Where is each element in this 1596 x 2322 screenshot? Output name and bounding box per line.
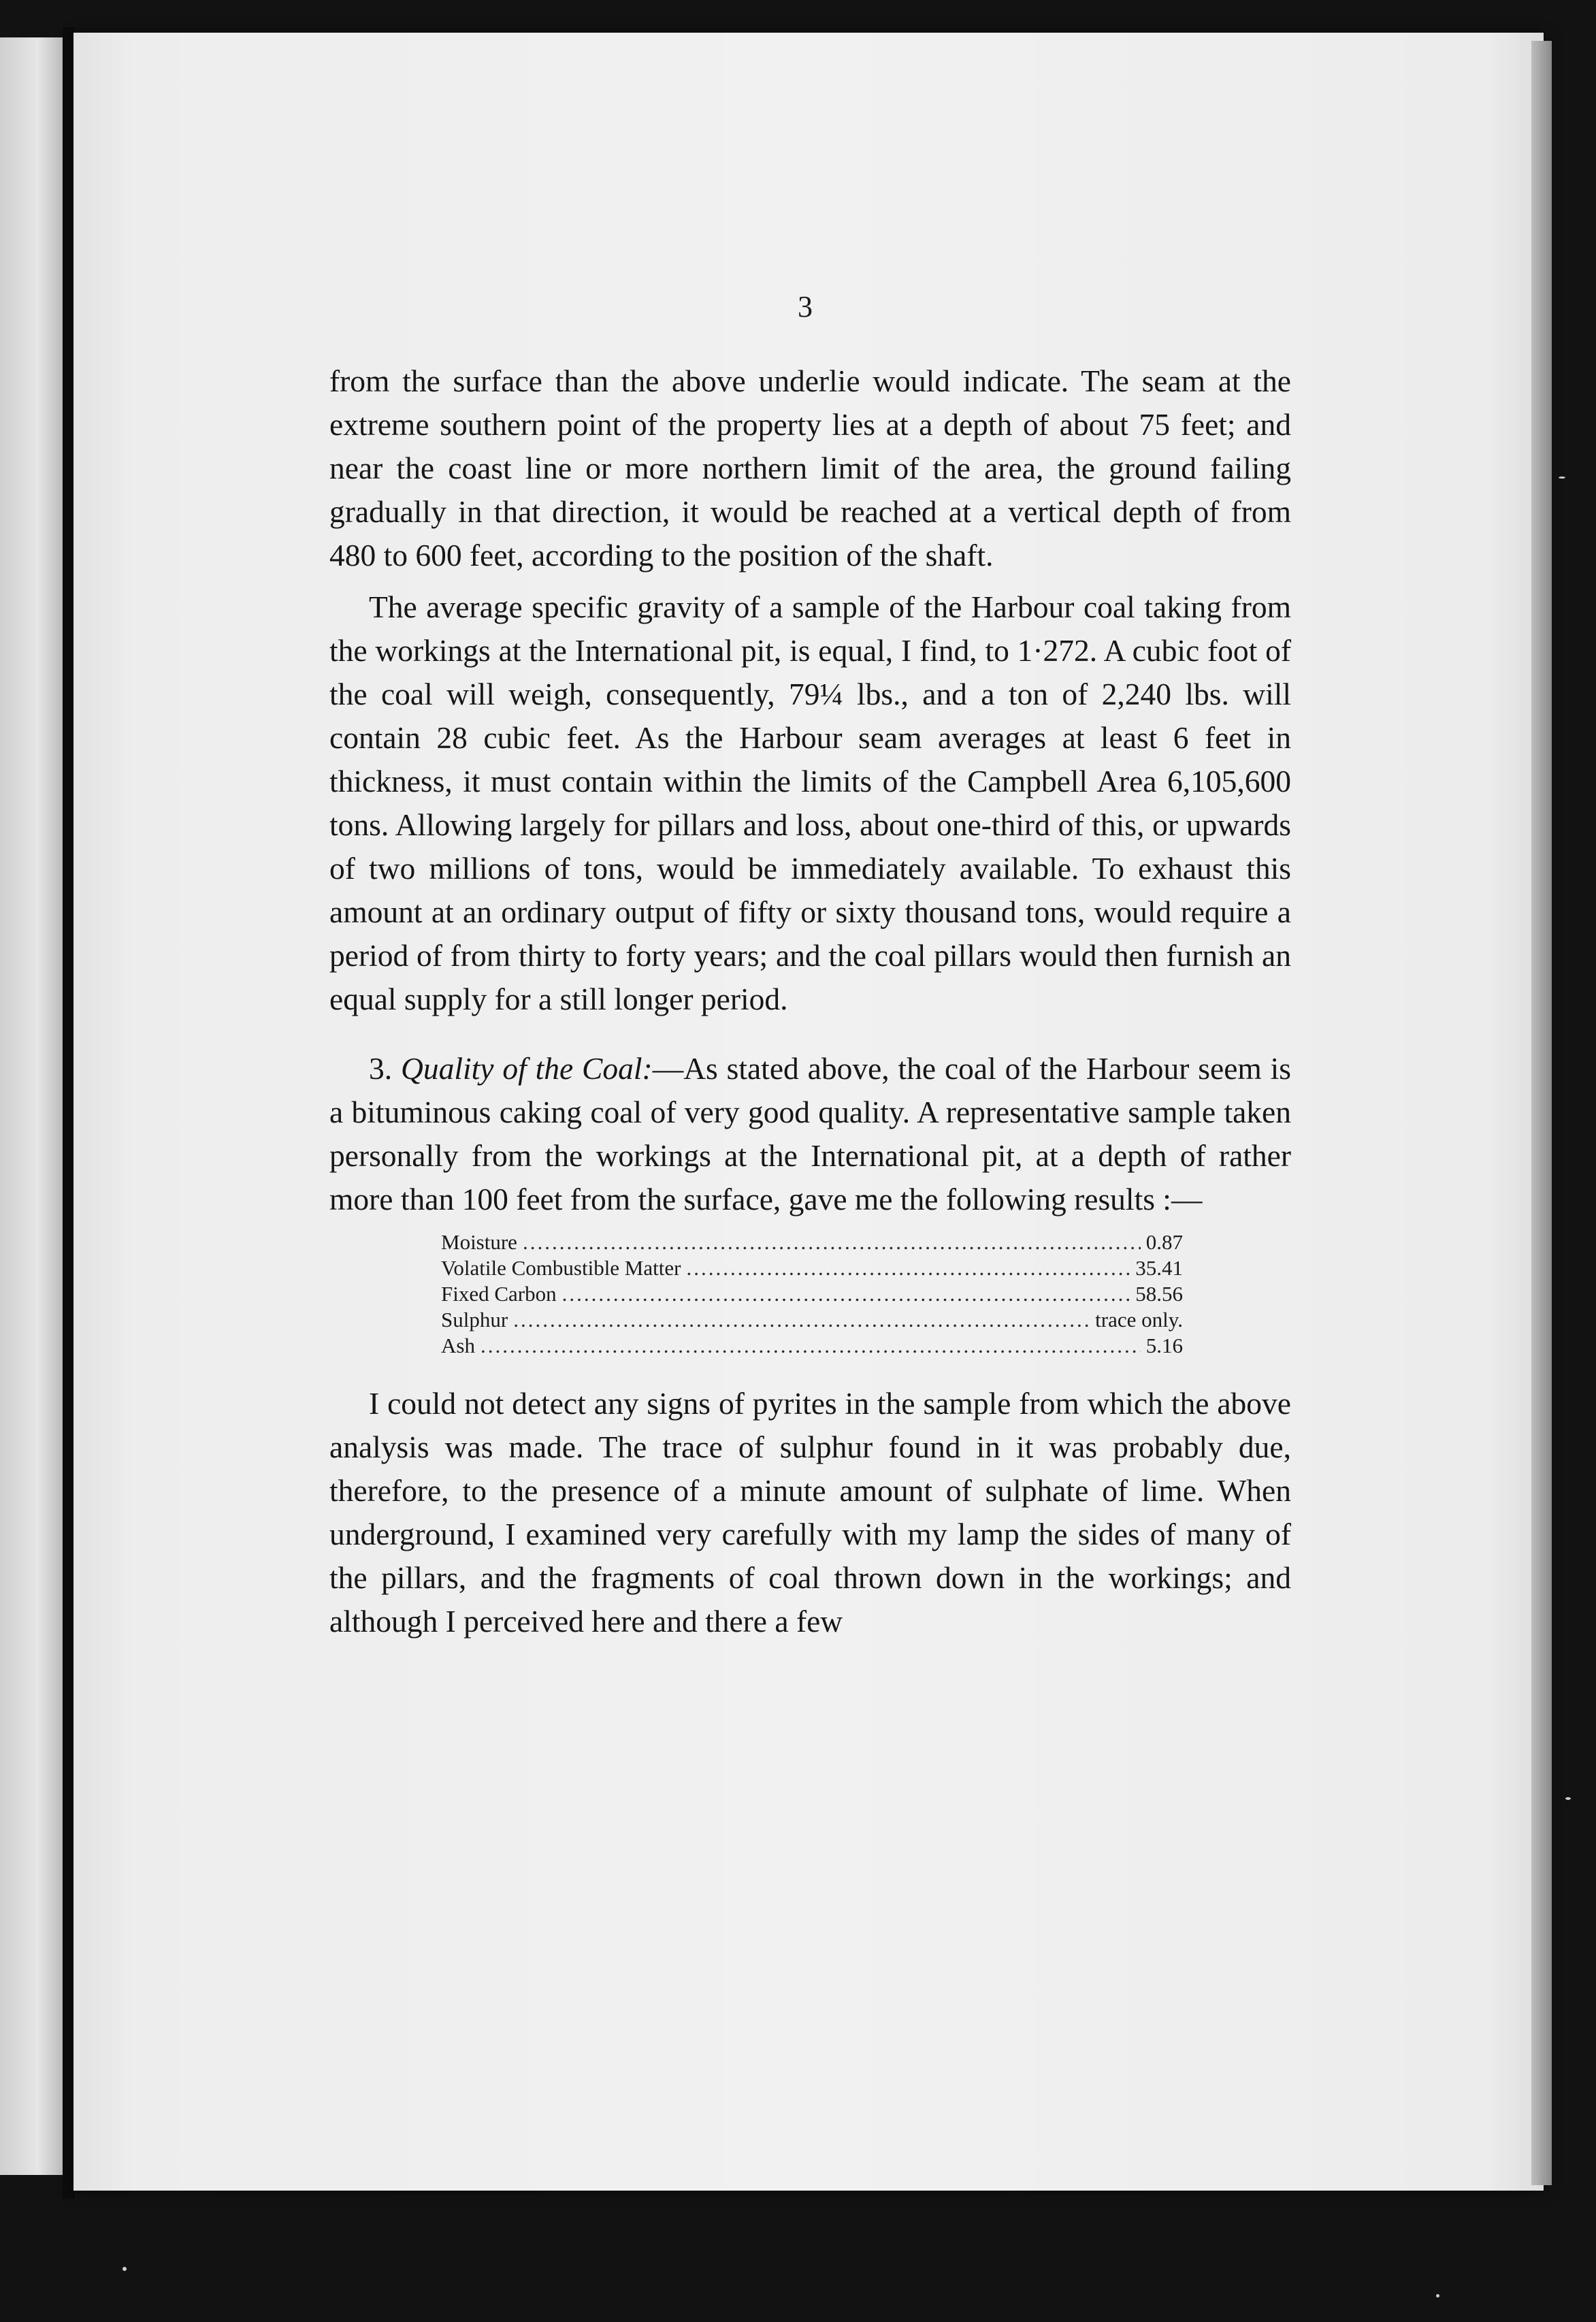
analysis-label: Moisture — [441, 1230, 517, 1254]
section-quality-of-coal — [329, 1047, 1291, 1221]
analysis-row — [441, 1229, 1183, 1255]
paragraph-specific-gravity: The average specific gravity of a sample of the Harbour coal taking from the workings at the International pit, is equal, I find, to 1·272. A cubic foot of the coal will weigh, consequently, 79¼ lbs., and a ton of 2,240 lbs. will contain 28 cubic feet. As the Harbour seam averages at least 6 feet in thickness, it must contain within the limits of the Campbell Area 6,105,600 tons. Allowing largely for pillars and loss, about one-third of this, or upwards of two millions of tons, would be immediately available. To exhaust this amount at an ordinary output of fifty or sixty thousand tons, would require a period of from thirty to forty years; and the coal pillars would then furnish an equal supply for a still longer period. — [329, 590, 1291, 1016]
previous-page-edge — [0, 37, 63, 2175]
analysis-value: 5.16 — [1145, 1334, 1183, 1357]
analysis-value: 35.41 — [1135, 1256, 1183, 1280]
page-text — [329, 359, 1291, 1643]
analysis-label: Fixed Carbon — [441, 1282, 557, 1306]
section-title: Quality of the Coal: — [401, 1051, 653, 1086]
analysis-value: 0.87 — [1145, 1230, 1183, 1254]
analysis-label: Sulphur — [441, 1308, 508, 1332]
leader-dots — [562, 1281, 1130, 1307]
section-body: —As stated above, the coal of the Harbour seem is a bituminous caking coal of very good quality. A representative sample taken personally from the workings at the International pit, at a depth of rather more than 100 feet from the surface, gave me the following results :— — [329, 1051, 1292, 1216]
analysis-row — [441, 1281, 1183, 1307]
leader-dots — [481, 1333, 1141, 1359]
analysis-table — [441, 1229, 1183, 1359]
analysis-label: Ash — [441, 1334, 475, 1357]
dust-speck — [1436, 2294, 1439, 2297]
section-number: 3. — [369, 1051, 393, 1086]
analysis-row — [441, 1255, 1183, 1281]
page-edge-shadow — [1531, 41, 1552, 2185]
analysis-row — [441, 1333, 1183, 1359]
page-number: 3 — [798, 290, 813, 323]
analysis-label: Volatile Combustible Matter — [441, 1256, 681, 1280]
leader-dots — [686, 1255, 1130, 1281]
dust-speck — [123, 2267, 127, 2271]
paragraph-continuation: from the surface than the above underlie would indicate. The seam at the extreme southern point of the property lies at a depth of about 75 feet; and near the coast line or more northern limit of the area, the ground failing gradually in that direction, it would be reached at a vertical depth of from 480 to 600 feet, according to the position of the shaft. — [329, 364, 1291, 573]
analysis-value: trace only. — [1095, 1308, 1183, 1332]
paragraph-pyrites: I could not detect any signs of pyrites in the sample from which the above analysis was made. The trace of sulphur found in it was probably due, therefore, to the presence of a minute amount of sulphate of lime. When underground, I examined very carefully with my lamp the sides of many of the pillars, and the fragments of coal thrown down in the workings; and although I perceived here and there a few — [329, 1386, 1291, 1639]
leader-dots — [523, 1229, 1141, 1255]
dust-speck — [1559, 477, 1565, 479]
leader-dots — [513, 1307, 1090, 1333]
dust-speck — [1565, 1797, 1571, 1800]
analysis-value: 58.56 — [1135, 1282, 1183, 1306]
analysis-row — [441, 1307, 1183, 1333]
